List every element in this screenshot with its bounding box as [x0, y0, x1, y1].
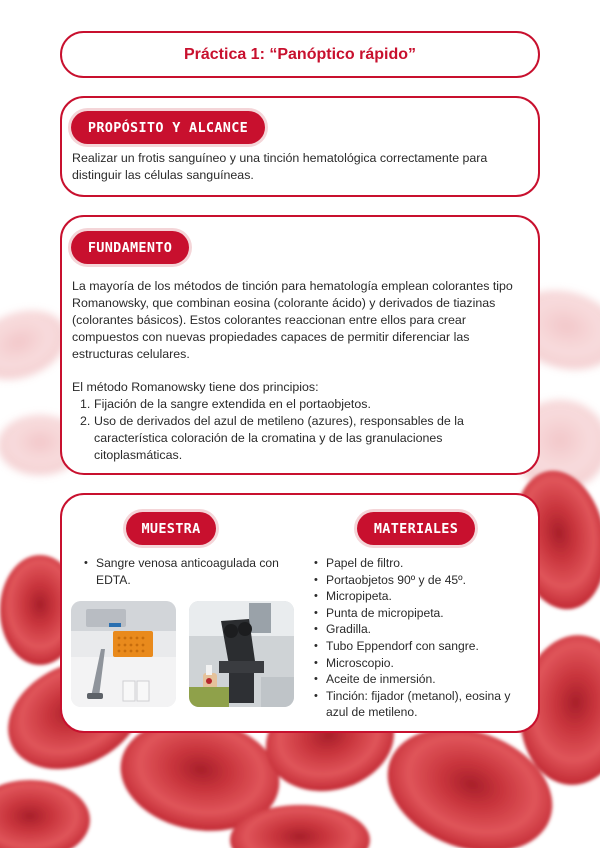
- materiales-item: • Gradilla.: [313, 621, 528, 638]
- muestra-item: • Sangre venosa anticoagulada con EDTA.: [83, 555, 293, 588]
- principle-item: 1. Fijación de la sangre extendida en el portaobjetos.: [80, 397, 371, 411]
- principle-item: 2. Uso de derivados del azul de metileno (azures), responsables de la característica coloración de la cromatina y de las granulaciones citoplasmáticas.: [80, 414, 464, 462]
- materiales-item: • Microscopio.: [313, 655, 528, 672]
- materiales-item: • Portaobjetos 90º y de 45º.: [313, 572, 528, 589]
- proposito-text: Realizar un frotis sanguíneo y una tinción hematológica correctamente para distinguir las células sanguíneas.: [72, 151, 488, 182]
- materiales-list: [313, 555, 528, 721]
- materiales-item: • Tubo Eppendorf con sangre.: [313, 638, 528, 655]
- title-card: [60, 31, 540, 78]
- fundamento-card: [60, 215, 540, 475]
- fundamento-heading: FUNDAMENTO: [71, 231, 189, 264]
- materiales-item: • Tinción: fijador (metanol), eosina y azul de metileno.: [313, 688, 528, 721]
- proposito-card: [60, 96, 540, 197]
- materiales-item: • Micropipeta.: [313, 588, 528, 605]
- microscope-photo: [189, 601, 294, 707]
- fundamento-paragraph: La mayoría de los métodos de tinción para hematología emplean colorantes tipo Romanowsky, que combinan eosina (colorante ácido) y derivados de tiazinas (colorantes básicos). Estos colorantes reaccionan entre ellos para crear compuestos con nuevas propiedades capaces de permitir diferenciar las estructuras celulares.: [72, 279, 513, 361]
- micropipette-slides-photo: [71, 601, 176, 707]
- principles-list: [72, 396, 534, 464]
- materiales-heading: MATERIALES: [357, 512, 475, 545]
- materiales-item: • Punta de micropipeta.: [313, 605, 528, 622]
- proposito-heading: PROPÓSITO Y ALCANCE: [71, 111, 265, 144]
- materiales-item: • Aceite de inmersión.: [313, 671, 528, 688]
- fundamento-principles-intro: El método Romanowsky tiene dos principios:: [72, 380, 319, 394]
- page-title: Práctica 1: “Panóptico rápido”: [183, 45, 417, 63]
- muestra-materiales-card: [60, 493, 540, 733]
- materiales-item: • Papel de filtro.: [313, 555, 528, 572]
- muestra-heading: MUESTRA: [126, 512, 216, 545]
- muestra-list: [83, 555, 293, 588]
